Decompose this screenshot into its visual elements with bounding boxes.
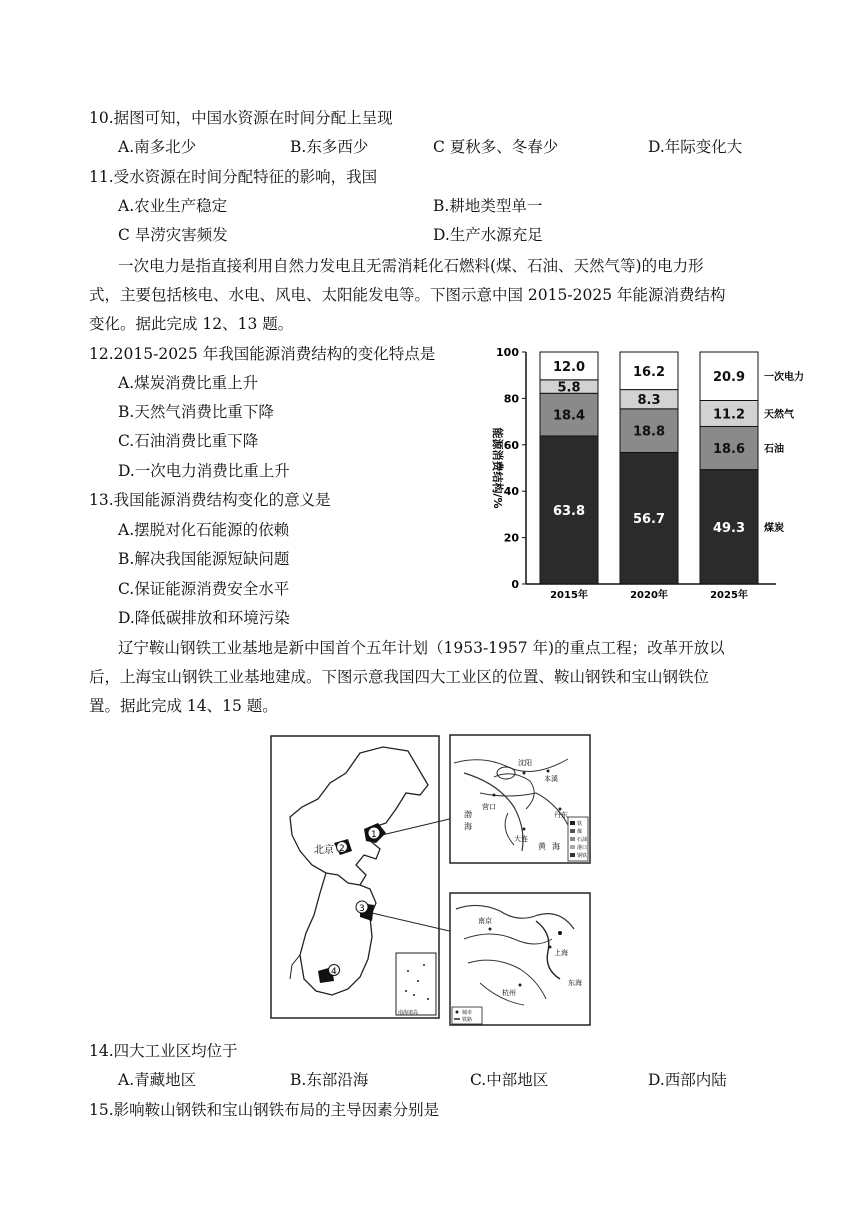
data-label-2-0: 49.3 (712, 520, 746, 536)
shenyang-label: 沈阳 (518, 759, 532, 767)
hangzhou-label: 杭州 (502, 989, 516, 997)
legend-port: 港口 (577, 845, 588, 851)
shanghai-label: 上海 (554, 949, 568, 957)
data-label-2-3: 20.9 (712, 370, 746, 386)
q13-option-a: A.摆脱对化石能源的依赖 (118, 521, 290, 539)
q14-stem: 14.四大工业区均位于 (89, 1042, 238, 1060)
q11-option-b: B.耕地类型单一 (433, 197, 543, 215)
legend-steel: 钢铁 (577, 853, 588, 859)
legend-coal: 煤 (577, 829, 583, 835)
zone-1-label: 1 (371, 830, 377, 840)
data-label-1-1: 18.8 (632, 424, 666, 440)
passage2-line-1: 辽宁鞍山钢铁工业基地是新中国首个五年计划（1953-1957 年)的重点工程；改革开放以 (118, 639, 725, 657)
yellow-sea-label-1: 黄 (538, 842, 546, 851)
q13-stem: 13.我国能源消费结构变化的意义是 (89, 491, 331, 509)
q14-option-a: A.青藏地区 (118, 1071, 197, 1089)
zone-4-label: 4 (331, 967, 337, 977)
q10-option-c: C 夏秋多、冬春少 (433, 138, 559, 156)
passage1-line-2: 式，主要包括核电、水电、风电、太阳能发电等。下图示意中国 2015-2025 年能源消费结构 (89, 286, 726, 304)
q10-stem: 10.据图可知，中国水资源在时间分配上呈现 (89, 109, 393, 127)
data-label-1-3: 16.2 (632, 364, 666, 380)
passage2-line-3: 置。据此完成 14、15 题。 (89, 697, 278, 715)
benxi-label: 本溪 (544, 775, 558, 783)
y-tick-label-4: 80 (503, 392, 519, 406)
x-tick-label-2: 2025年 (710, 590, 748, 601)
passage2-line-2: 后，上海宝山钢铁工业基地建成。下图示意我国四大工业区的位置、鞍山钢铁和宝山钢铁位 (89, 668, 710, 686)
q10-option-d: D.年际变化大 (648, 138, 743, 156)
q10-option-b: B.东多西少 (290, 138, 369, 156)
passage1-line-1: 一次电力是指直接利用自然力发电且无需消耗化石燃料(煤、石油、天然气等)的电力形 (118, 257, 704, 275)
data-label-1-2: 8.3 (637, 393, 661, 409)
energy-chart-svg (478, 340, 804, 602)
q11-option-c: C 旱涝灾害频发 (118, 226, 228, 244)
q12-option-a: A.煤炭消费比重上升 (118, 374, 259, 392)
nanjing-label: 南京 (478, 917, 492, 925)
series-label-3: 一次电力 (764, 372, 804, 384)
data-label-0-0: 63.8 (552, 503, 586, 519)
bo-sea-label-2: 海 (464, 822, 472, 831)
nanhai-label: 南海诸岛 (398, 1010, 419, 1016)
passage1-line-3: 变化。据此完成 12、13 题。 (89, 315, 294, 333)
q10-option-a: A.南多北少 (118, 138, 197, 156)
q14-option-d: D.西部内陆 (648, 1071, 727, 1089)
dalian-label: 大连 (514, 835, 528, 843)
data-label-0-1: 18.4 (552, 408, 586, 424)
yingkou-label: 营口 (482, 803, 496, 811)
east-sea-label: 东海 (568, 979, 582, 987)
q11-stem: 11.受水资源在时间分配特征的影响，我国 (89, 168, 378, 186)
baoshan-inset (450, 893, 590, 1025)
beijing-label: 北京 (314, 845, 334, 856)
y-axis-title: 能源消费结构/% (491, 427, 504, 509)
data-label-2-1: 18.6 (712, 442, 746, 458)
x-tick-label-1: 2020年 (630, 590, 668, 601)
map-svg (268, 733, 594, 1028)
q12-option-c: C.石油消费比重下降 (118, 432, 259, 450)
data-label-1-0: 56.7 (632, 512, 666, 528)
legend-city: 城市 (462, 1010, 473, 1016)
legend-railway: 铁路 (462, 1017, 473, 1023)
nanhai-inset (396, 953, 436, 1015)
y-tick-label-0: 0 (511, 578, 519, 591)
data-label-0-3: 12.0 (552, 359, 586, 375)
q15-stem: 15.影响鞍山钢铁和宝山钢铁布局的主导因素分别是 (89, 1101, 440, 1119)
data-label-0-2: 5.8 (557, 380, 581, 396)
q13-option-b: B.解决我国能源短缺问题 (118, 550, 290, 568)
zone-3-label: 3 (359, 904, 365, 914)
q12-option-d: D.一次电力消费比重上升 (118, 462, 290, 480)
q12-option-b: B.天然气消费比重下降 (118, 403, 274, 421)
legend-oil: 石油 (577, 837, 588, 843)
y-tick-label-3: 60 (503, 438, 519, 452)
series-label-2: 天然气 (764, 409, 794, 421)
dandong-label: 丹东 (554, 811, 568, 819)
q11-option-d: D.生产水源充足 (433, 226, 543, 244)
series-label-1: 石油 (764, 444, 784, 456)
energy-structure-chart (478, 340, 804, 602)
x-tick-label-0: 2015年 (550, 590, 588, 601)
series-label-0: 煤炭 (764, 522, 784, 534)
q13-option-d: D.降低碳排放和环境污染 (118, 609, 290, 627)
y-tick-label-5: 100 (496, 346, 519, 359)
y-tick-label-2: 40 (503, 485, 519, 499)
bo-sea-label-1: 渤 (464, 810, 472, 819)
legend-iron: 铁 (577, 821, 583, 827)
yellow-sea-label-2: 海 (552, 842, 560, 851)
q11-option-a: A.农业生产稳定 (118, 197, 228, 215)
q13-option-c: C.保证能源消费安全水平 (118, 580, 290, 598)
zone-2-label: 2 (339, 844, 345, 854)
q14-option-c: C.中部地区 (470, 1071, 549, 1089)
industrial-zones-map (268, 733, 594, 1028)
y-tick-label-1: 20 (503, 531, 519, 545)
data-label-2-2: 11.2 (712, 407, 746, 423)
q12-stem: 12.2015-2025 年我国能源消费结构的变化特点是 (89, 345, 436, 363)
q14-option-b: B.东部沿海 (290, 1071, 369, 1089)
